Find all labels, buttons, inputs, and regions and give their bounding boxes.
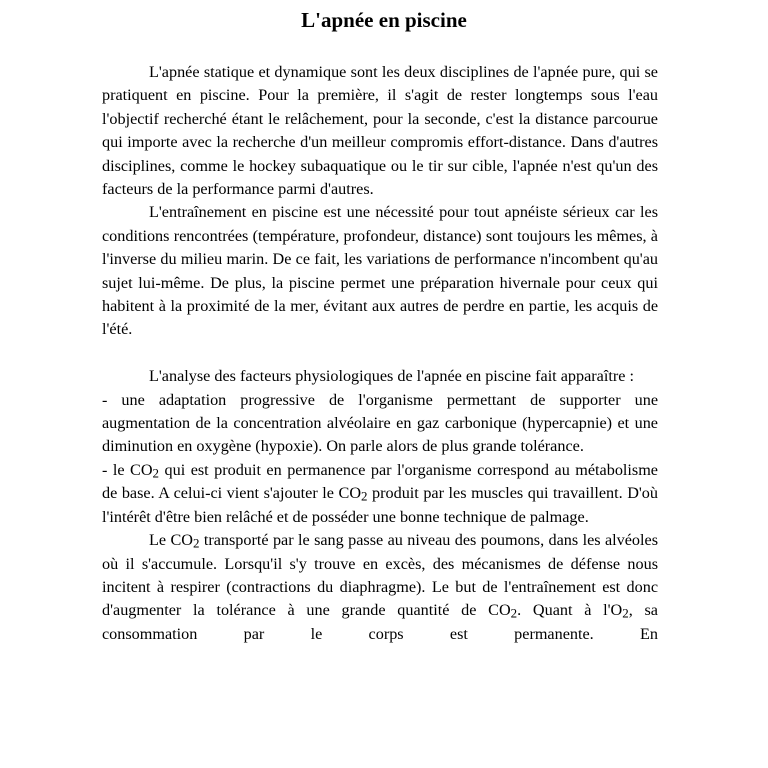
paragraph-spacer [102, 342, 658, 365]
subscript: 2 [622, 605, 629, 621]
text-segment: - le CO [102, 460, 153, 479]
list-item-co2 [102, 459, 658, 529]
text-segment: , sa consommation par le corps est permanente. En [102, 601, 658, 643]
paragraph-co2-transport [102, 529, 658, 646]
list-item-adaptation: - une adaptation progressive de l'organisme permettant de supporter une augmentation de la concentration alvéolaire en gaz carbonique (hypercapnie) et une diminution en oxygène (hypoxie). On parle alors de plus grande tolérance. [102, 390, 658, 456]
subscript: 2 [361, 488, 368, 504]
text-segment: produit par les muscles qui travaillent. D'où l'intérêt d'être bien relâché et de posséder une bonne technique de palmage. [102, 484, 658, 526]
text-segment: qui est produit en permanence par l'organisme correspond au métabolisme de base. A celui-ci vient s'ajouter le CO [102, 460, 658, 503]
paragraph-training: L'entraînement en piscine est une nécessité pour tout apnéiste sérieux car les conditions rencontrées (température, profondeur, distance) sont toujours les mêmes, à l'inverse du milieu marin. De ce fait, les variations de performance n'incombent qu'au sujet lui-même. De plus, la piscine permet une préparation hivernale pour ceux qui habitent à la proximité de la mer, évitant aux autres de perdre en partie, les acquis de l'été. [102, 203, 658, 339]
document-body [102, 61, 658, 646]
text-segment: transporté par le sang passe au niveau des poumons, dans les alvéoles où il s'accumule. Lorsqu'il s'y trouve en excès, des mécanismes de défense nous incitent à respirer (contractions du diaphragme). Le but de l'entraînement est donc d'augmenter la tolérance à une grande quantité de CO [102, 531, 658, 620]
paragraph-intro: L'apnée statique et dynamique sont les deux disciplines de l'apnée pure, qui se pratiquent en piscine. Pour la première, il s'agit de rester longtemps sous l'eau l'objectif recherché étant le relâchement, pour la seconde, c'est la distance parcourue qui importe avec la recherche d'un meilleur compromis effort-distance. Dans d'autres disciplines, comme le hockey subaquatique ou le tir sur cible, l'apnée n'est qu'un des facteurs de la performance parmi d'autres. [102, 63, 658, 199]
subscript: 2 [152, 465, 160, 481]
subscript: 2 [510, 605, 518, 621]
paragraph-analysis: L'analyse des facteurs physiologiques de l'apnée en piscine fait apparaître : [149, 367, 634, 386]
subscript: 2 [192, 535, 200, 551]
text-segment: . Quant à l'O [517, 601, 623, 620]
document-title: L'apnée en piscine [301, 8, 467, 32]
text-segment: Le CO [149, 531, 193, 550]
